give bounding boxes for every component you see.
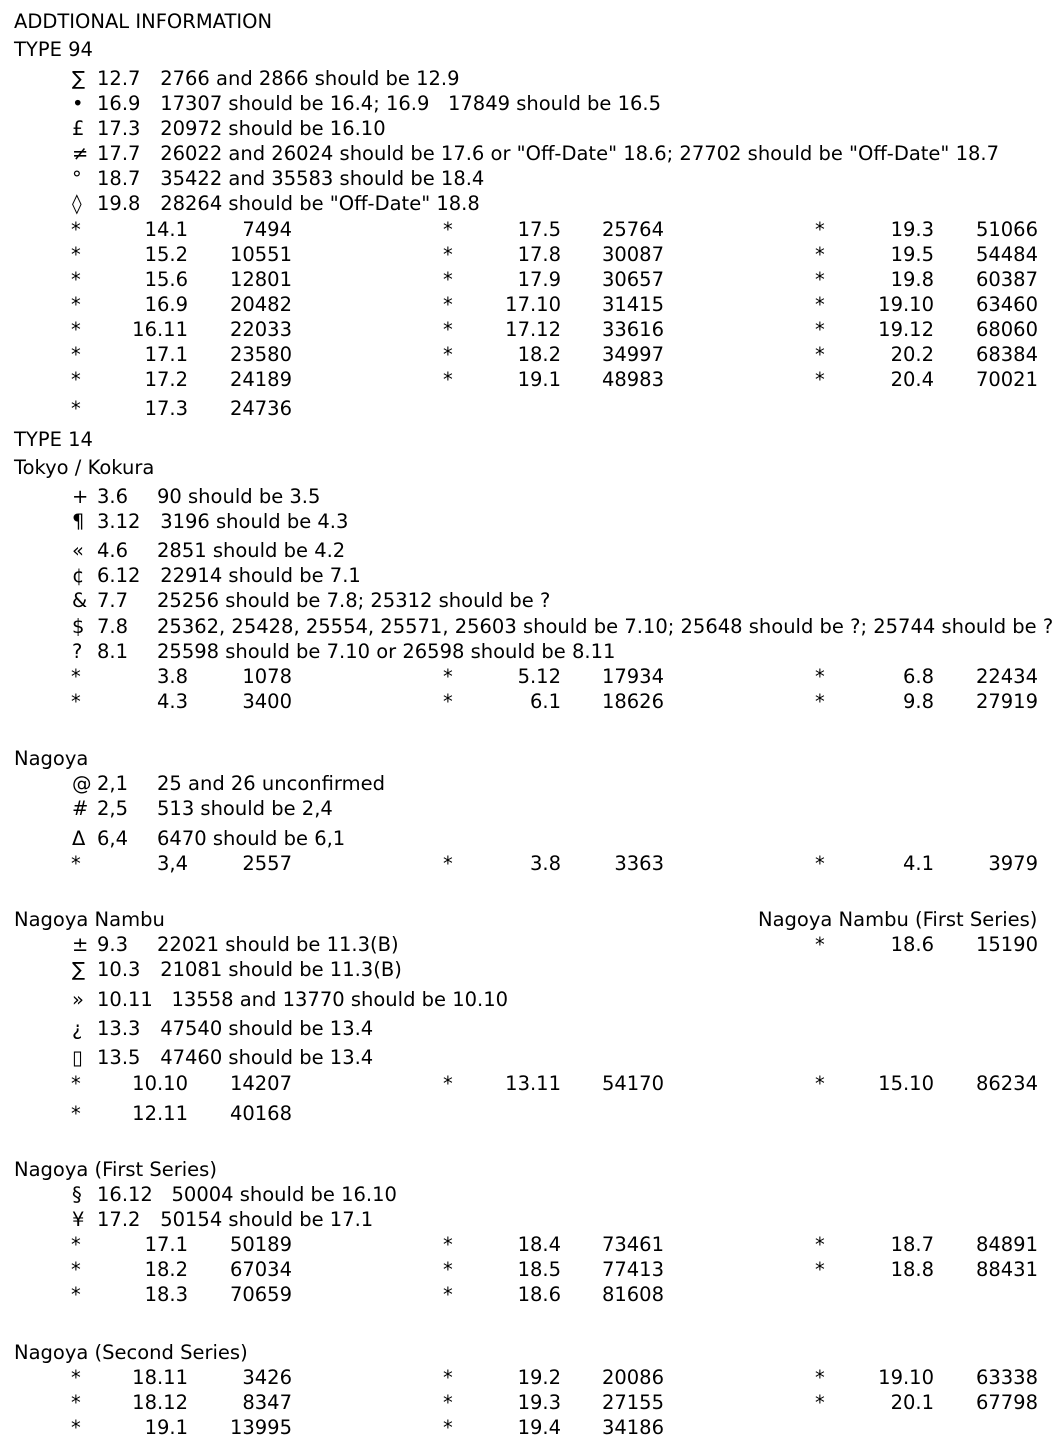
note-code: 2,5 bbox=[97, 797, 129, 820]
note-code: 8.1 bbox=[97, 640, 129, 663]
row-number: 2557 bbox=[242, 852, 292, 875]
note-code: 6.12 bbox=[97, 564, 141, 587]
subsection-heading-nambu-first: Nagoya Nambu (First Series) bbox=[758, 908, 1038, 931]
note-symbol: ¥ bbox=[72, 1208, 85, 1231]
row-number: 20086 bbox=[601, 1366, 664, 1389]
note-text: 47460 should be 13.4 bbox=[160, 1046, 374, 1069]
row-marker: * bbox=[71, 1283, 81, 1306]
note-code: 10.3 bbox=[97, 958, 141, 981]
note-code: 2,1 bbox=[97, 772, 129, 795]
row-marker: * bbox=[815, 933, 825, 956]
note-text: 22021 should be 11.3(B) bbox=[157, 933, 399, 956]
row-date: 18.12 bbox=[132, 1391, 188, 1414]
row-number: 54170 bbox=[601, 1072, 664, 1095]
row-date: 19.4 bbox=[517, 1416, 561, 1439]
row-date: 5.12 bbox=[517, 665, 561, 688]
note-symbol: ± bbox=[72, 933, 89, 956]
section-heading-type94: TYPE 94 bbox=[14, 38, 93, 61]
row-date: 19.3 bbox=[890, 218, 934, 241]
row-date: 17.5 bbox=[517, 218, 561, 241]
row-date: 18.7 bbox=[890, 1233, 934, 1256]
row-date: 18.3 bbox=[144, 1283, 188, 1306]
row-number: 3426 bbox=[242, 1366, 292, 1389]
row-number: 23580 bbox=[229, 343, 292, 366]
note-code: 3.6 bbox=[97, 485, 129, 508]
note-code: 16.12 bbox=[97, 1183, 153, 1206]
row-marker: * bbox=[71, 1416, 81, 1439]
row-marker: * bbox=[71, 218, 81, 241]
note-symbol: # bbox=[72, 797, 89, 820]
note-symbol: ¶ bbox=[72, 510, 85, 533]
row-date: 17.8 bbox=[517, 243, 561, 266]
row-date: 20.1 bbox=[890, 1391, 934, 1414]
row-marker: * bbox=[443, 1416, 453, 1439]
row-marker: * bbox=[71, 1233, 81, 1256]
row-number: 54484 bbox=[975, 243, 1038, 266]
row-date: 18.6 bbox=[517, 1283, 561, 1306]
row-date: 17.12 bbox=[505, 318, 561, 341]
row-marker: * bbox=[815, 690, 825, 713]
row-date: 17.9 bbox=[517, 268, 561, 291]
note-text: 25598 should be 7.10 or 26598 should be 8.11 bbox=[157, 640, 616, 663]
note-text: 2851 should be 4.2 bbox=[157, 539, 346, 562]
row-date: 3.8 bbox=[529, 852, 561, 875]
row-date: 3.8 bbox=[156, 665, 188, 688]
note-text: 6470 should be 6,1 bbox=[157, 827, 346, 850]
row-number: 70021 bbox=[975, 368, 1038, 391]
row-date: 15.6 bbox=[144, 268, 188, 291]
row-marker: * bbox=[815, 1258, 825, 1281]
note-symbol: ∑ bbox=[72, 958, 86, 981]
note-text: 35422 and 35583 should be 18.4 bbox=[160, 167, 485, 190]
row-date: 4.3 bbox=[156, 690, 188, 713]
row-date: 20.4 bbox=[890, 368, 934, 391]
row-marker: * bbox=[815, 1366, 825, 1389]
row-number: 73461 bbox=[601, 1233, 664, 1256]
note-text: 25362, 25428, 25554, 25571, 25603 should be 7.10; 25648 should be ?; 25744 should be ? bbox=[157, 615, 1054, 638]
row-number: 10551 bbox=[229, 243, 292, 266]
row-marker: * bbox=[443, 268, 453, 291]
note-code: 6,4 bbox=[97, 827, 129, 850]
row-number: 63460 bbox=[975, 293, 1038, 316]
note-symbol: « bbox=[72, 539, 84, 562]
note-symbol: ∑ bbox=[72, 67, 86, 90]
row-date: 19.12 bbox=[878, 318, 934, 341]
row-date: 18.4 bbox=[517, 1233, 561, 1256]
row-marker: * bbox=[815, 318, 825, 341]
row-number: 22434 bbox=[975, 665, 1038, 688]
row-marker: * bbox=[71, 690, 81, 713]
row-date: 19.5 bbox=[890, 243, 934, 266]
row-date: 18.8 bbox=[890, 1258, 934, 1281]
row-marker: * bbox=[71, 293, 81, 316]
note-text: 25 and 26 unconfirmed bbox=[157, 772, 385, 795]
note-symbol: Δ bbox=[72, 827, 86, 850]
section-heading-type14: TYPE 14 bbox=[14, 428, 93, 451]
row-date: 16.9 bbox=[144, 293, 188, 316]
note-code: 17.7 bbox=[97, 142, 141, 165]
row-date: 19.10 bbox=[878, 293, 934, 316]
row-marker: * bbox=[443, 665, 453, 688]
note-code: 13.5 bbox=[97, 1046, 141, 1069]
row-date: 18.11 bbox=[132, 1366, 188, 1389]
row-number: 8347 bbox=[242, 1391, 292, 1414]
note-code: 13.3 bbox=[97, 1017, 141, 1040]
row-marker: * bbox=[815, 1391, 825, 1414]
row-date: 19.10 bbox=[878, 1366, 934, 1389]
row-marker: * bbox=[815, 243, 825, 266]
row-marker: * bbox=[71, 368, 81, 391]
note-symbol: ▯ bbox=[72, 1046, 83, 1069]
row-number: 1078 bbox=[242, 665, 292, 688]
row-number: 67034 bbox=[229, 1258, 292, 1281]
row-marker: * bbox=[443, 690, 453, 713]
row-date: 19.2 bbox=[517, 1366, 561, 1389]
row-date: 18.6 bbox=[890, 933, 934, 956]
row-marker: * bbox=[443, 1283, 453, 1306]
row-marker: * bbox=[443, 243, 453, 266]
row-marker: * bbox=[815, 268, 825, 291]
note-text: 47540 should be 13.4 bbox=[160, 1017, 374, 1040]
row-number: 27919 bbox=[975, 690, 1038, 713]
row-marker: * bbox=[443, 293, 453, 316]
row-marker: * bbox=[71, 1391, 81, 1414]
row-marker: * bbox=[443, 1072, 453, 1095]
row-number: 3363 bbox=[614, 852, 664, 875]
row-marker: * bbox=[815, 665, 825, 688]
row-marker: * bbox=[443, 218, 453, 241]
note-text: 22914 should be 7.1 bbox=[160, 564, 361, 587]
row-number: 7494 bbox=[242, 218, 292, 241]
note-symbol: ? bbox=[72, 640, 83, 663]
subsection-heading-nagoya: Nagoya bbox=[14, 747, 89, 770]
row-date: 13.11 bbox=[505, 1072, 561, 1095]
note-symbol: @ bbox=[72, 772, 92, 795]
row-number: 88431 bbox=[975, 1258, 1038, 1281]
row-number: 34186 bbox=[601, 1416, 664, 1439]
row-marker: * bbox=[71, 1366, 81, 1389]
row-number: 3400 bbox=[242, 690, 292, 713]
note-symbol: • bbox=[72, 92, 84, 115]
row-number: 31415 bbox=[601, 293, 664, 316]
row-marker: * bbox=[443, 852, 453, 875]
row-marker: * bbox=[815, 368, 825, 391]
row-marker: * bbox=[71, 318, 81, 341]
row-date: 14.1 bbox=[144, 218, 188, 241]
row-number: 51066 bbox=[975, 218, 1038, 241]
note-text: 50004 should be 16.10 bbox=[171, 1183, 397, 1206]
subsection-heading-tokyo: Tokyo / Kokura bbox=[14, 456, 155, 479]
note-symbol: » bbox=[72, 988, 84, 1011]
note-code: 18.7 bbox=[97, 167, 141, 190]
row-date: 6.8 bbox=[902, 665, 934, 688]
row-date: 6.1 bbox=[529, 690, 561, 713]
row-date: 19.8 bbox=[890, 268, 934, 291]
row-marker: * bbox=[71, 268, 81, 291]
note-code: 12.7 bbox=[97, 67, 141, 90]
note-code: 4.6 bbox=[97, 539, 129, 562]
note-code: 16.9 bbox=[97, 92, 141, 115]
note-code: 9.3 bbox=[97, 933, 129, 956]
row-marker: * bbox=[71, 1072, 81, 1095]
row-number: 50189 bbox=[229, 1233, 292, 1256]
row-date: 10.10 bbox=[132, 1072, 188, 1095]
note-code: 7.7 bbox=[97, 589, 129, 612]
row-marker: * bbox=[71, 665, 81, 688]
row-date: 17.10 bbox=[505, 293, 561, 316]
note-text: 17307 should be 16.4; 16.9 17849 should be 16.5 bbox=[160, 92, 662, 115]
row-date: 9.8 bbox=[902, 690, 934, 713]
subsection-heading-first-series: Nagoya (First Series) bbox=[14, 1158, 217, 1181]
row-number: 30087 bbox=[601, 243, 664, 266]
row-date: 17.1 bbox=[144, 343, 188, 366]
note-symbol: & bbox=[72, 589, 88, 612]
row-number: 84891 bbox=[975, 1233, 1038, 1256]
row-marker: * bbox=[443, 343, 453, 366]
note-symbol: § bbox=[72, 1183, 82, 1206]
row-date: 20.2 bbox=[890, 343, 934, 366]
row-marker: * bbox=[71, 1258, 81, 1281]
row-number: 12801 bbox=[229, 268, 292, 291]
row-number: 3979 bbox=[988, 852, 1038, 875]
row-number: 17934 bbox=[601, 665, 664, 688]
row-number: 33616 bbox=[601, 318, 664, 341]
note-text: 3196 should be 4.3 bbox=[160, 510, 349, 533]
note-symbol: + bbox=[72, 485, 89, 508]
row-number: 24189 bbox=[229, 368, 292, 391]
row-date: 12.11 bbox=[132, 1102, 188, 1125]
row-date: 17.3 bbox=[144, 397, 188, 420]
row-marker: * bbox=[71, 343, 81, 366]
row-number: 81608 bbox=[601, 1283, 664, 1306]
row-date: 17.2 bbox=[144, 368, 188, 391]
row-marker: * bbox=[443, 318, 453, 341]
subsection-heading-second-series: Nagoya (Second Series) bbox=[14, 1341, 248, 1364]
row-marker: * bbox=[815, 293, 825, 316]
note-text: 13558 and 13770 should be 10.10 bbox=[171, 988, 509, 1011]
note-text: 2766 and 2866 should be 12.9 bbox=[160, 67, 460, 90]
row-date: 16.11 bbox=[132, 318, 188, 341]
note-symbol: £ bbox=[72, 117, 85, 140]
row-marker: * bbox=[71, 852, 81, 875]
row-number: 34997 bbox=[601, 343, 664, 366]
row-number: 67798 bbox=[975, 1391, 1038, 1414]
row-number: 27155 bbox=[601, 1391, 664, 1414]
subsection-heading-nambu: Nagoya Nambu bbox=[14, 908, 165, 931]
note-code: 19.8 bbox=[97, 192, 141, 215]
note-text: 513 should be 2,4 bbox=[157, 797, 333, 820]
row-date: 15.2 bbox=[144, 243, 188, 266]
row-number: 70659 bbox=[229, 1283, 292, 1306]
row-number: 68060 bbox=[975, 318, 1038, 341]
row-number: 30657 bbox=[601, 268, 664, 291]
row-number: 13995 bbox=[229, 1416, 292, 1439]
row-marker: * bbox=[815, 1233, 825, 1256]
row-marker: * bbox=[443, 1366, 453, 1389]
row-date: 18.2 bbox=[144, 1258, 188, 1281]
row-date: 19.1 bbox=[144, 1416, 188, 1439]
row-number: 15190 bbox=[975, 933, 1038, 956]
row-number: 18626 bbox=[601, 690, 664, 713]
row-number: 14207 bbox=[229, 1072, 292, 1095]
document-title: ADDTIONAL INFORMATION bbox=[14, 10, 273, 33]
note-code: 3.12 bbox=[97, 510, 141, 533]
row-date: 4.1 bbox=[902, 852, 934, 875]
row-number: 68384 bbox=[975, 343, 1038, 366]
row-number: 40168 bbox=[229, 1102, 292, 1125]
note-code: 17.2 bbox=[97, 1208, 141, 1231]
row-marker: * bbox=[815, 852, 825, 875]
row-marker: * bbox=[71, 1102, 81, 1125]
row-marker: * bbox=[443, 1233, 453, 1256]
note-text: 21081 should be 11.3(B) bbox=[160, 958, 402, 981]
row-marker: * bbox=[815, 218, 825, 241]
row-number: 63338 bbox=[975, 1366, 1038, 1389]
note-code: 10.11 bbox=[97, 988, 153, 1011]
row-number: 77413 bbox=[601, 1258, 664, 1281]
row-marker: * bbox=[443, 368, 453, 391]
row-number: 86234 bbox=[975, 1072, 1038, 1095]
row-marker: * bbox=[443, 1391, 453, 1414]
row-date: 18.2 bbox=[517, 343, 561, 366]
row-number: 25764 bbox=[601, 218, 664, 241]
note-symbol: ≠ bbox=[72, 142, 89, 165]
note-text: 20972 should be 16.10 bbox=[160, 117, 386, 140]
note-symbol: ° bbox=[72, 167, 82, 190]
note-symbol: ◊ bbox=[72, 192, 82, 215]
note-text: 26022 and 26024 should be 17.6 or "Off-Date" 18.6; 27702 should be "Off-Date" 18.7 bbox=[160, 142, 1000, 165]
note-text: 25256 should be 7.8; 25312 should be ? bbox=[157, 589, 551, 612]
note-code: 17.3 bbox=[97, 117, 141, 140]
row-marker: * bbox=[815, 343, 825, 366]
row-date: 19.3 bbox=[517, 1391, 561, 1414]
note-text: 90 should be 3.5 bbox=[157, 485, 321, 508]
note-text: 50154 should be 17.1 bbox=[160, 1208, 374, 1231]
row-marker: * bbox=[443, 1258, 453, 1281]
row-marker: * bbox=[71, 397, 81, 420]
row-number: 24736 bbox=[229, 397, 292, 420]
row-number: 48983 bbox=[601, 368, 664, 391]
note-code: 7.8 bbox=[97, 615, 129, 638]
row-date: 18.5 bbox=[517, 1258, 561, 1281]
note-symbol: ¢ bbox=[72, 564, 85, 587]
note-symbol: ¿ bbox=[72, 1017, 83, 1040]
row-number: 20482 bbox=[229, 293, 292, 316]
row-date: 17.1 bbox=[144, 1233, 188, 1256]
note-text: 28264 should be "Off-Date" 18.8 bbox=[160, 192, 480, 215]
row-marker: * bbox=[71, 243, 81, 266]
row-number: 60387 bbox=[975, 268, 1038, 291]
row-date: 19.1 bbox=[517, 368, 561, 391]
row-number: 22033 bbox=[229, 318, 292, 341]
note-symbol: $ bbox=[72, 615, 85, 638]
row-date: 15.10 bbox=[878, 1072, 934, 1095]
row-marker: * bbox=[815, 1072, 825, 1095]
row-date: 3,4 bbox=[156, 852, 188, 875]
